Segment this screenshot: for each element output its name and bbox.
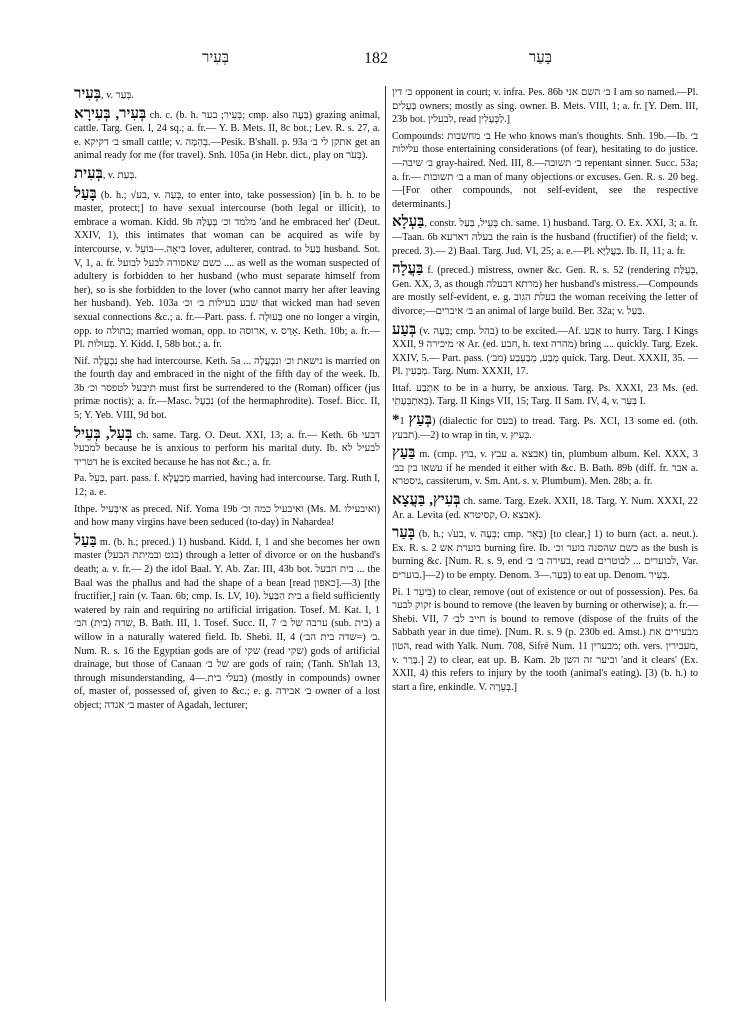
entry-text: (b. h.; √בע, v. בְּעַה, to enter into, take possession) [in b. h. to be master, protect;] to have sexual intercourse (both legal or illicit), to embrace a woman. Kidd. 9b מלמד וכ׳ בְּעָלָהּ 'and he embraced her' (Deut. XXIV, 1), this intimates that woman can be acquired as wife by intercourse, v. בִּיאָה.—בּוֹעֵל lover, adulterer, contrad. to בַּעַל husband. Sot. V, 1, a. fr. כשם שאסורה לבעל לבועל .... as well as the woman suspected of adultery is forbidden to her husband (who must separate himself from her), so is she forbidden to the lover (who cannot marry her after leaving her husband). Yeb. 103a שבע בעילות ב׳ וכ׳ that wicked man had seven sexual connections &c.; a. fr.—Part. pass. f. בְּעוּלָה one no longer a virgin, opp. to בתולה; married woman, opp. to ארוסה, v. אָרַס. Keth. 10b; a. fr.—Pl. בְּעוּלוֹת. Y. Kidd. I, 58b bot.; a. fr.	[74, 189, 380, 351]
entry-text: 1) (dialectic for בעס) to tread. Targ. Ps. XCI, 13 some ed. (oth. תבעץ).—2) to wrap in tin, v. בְּעִיץ.	[392, 416, 698, 441]
entry-headword: בְּעִית	[74, 165, 103, 182]
entry-text: ב׳ דין opponent in court; v. infra. Pes. 86b ב׳ השם אני I am so named.—Pl. בְּעָלִים owners; mostly as sing. owner. B. Mets. VIII, 1; a. fr. [Y. Dem. III, 23b bot. לבעלין, read לַבְּעָלִין.]	[392, 87, 698, 126]
entry-text: Pi. בִּיעֵר 1) to clear, remove (out of existence or out of possession). Pes. 6a זקוק לבער is bound to remove (the leaven by burning or otherwise); a. fr.—Shebi. VII, 7 חייב לב׳ is bound to remove (dispose of the fruits of the Sabbath year in due time). [Num. R. s. 9 (p. 230b ed. Amst.) מבעירים את הטון, read with Yalk. Num. 708, Sifré Num. 11 מבערין; oth. vers. מעבירין, v. בָּרַר.] 2) to clear, eat up. B. Kam. 2b וביער זה השן 'and it clears' (Ex. XXII, 4) this refers to injury by the tooth (animal's eating). [3) (b. h.) to start a fire, enkindle. V. בְּעֵרָה.]	[392, 586, 698, 693]
entry-subsection	[74, 503, 380, 530]
entry-continuation	[392, 86, 698, 127]
dictionary-entry	[74, 533, 380, 713]
entry-headword: בַּעַץ	[392, 445, 416, 462]
header-left-guideword: בְּעִיר	[202, 50, 230, 66]
column-divider	[385, 86, 386, 1001]
entry-text: f. (preced.) mistress, owner &c. Gen. R. s. 52 (rendering בְּעֻלַּת, Gen. XX, 3, as though מרתא דבעלה) her husband's mistress.—Compounds are mostly self-evident, e. g. בעלת הגוב the woman receiving the letter of divorce;—ב׳ איברים an animal of large build. Ber. 32a; v. בַּעַל.	[392, 265, 698, 317]
entry-headword: בְּעִיץ, בַּעֲצָא	[392, 492, 461, 509]
dictionary-entry	[74, 186, 380, 352]
entry-text: (b. h.; √בע, v. בְּעָה; cmp. בְּאֵר) [to clear,] 1) to burn (act. a. neut.). Ex. R. s. 2 בוערת אש burning fire. Ib. כשם שהסנה בוער וכ׳ as the bush is burning &c. [Num. R. s. 9, end בעירה ב׳ ב׳, read לבוערים ... לבוטרים, Var. בוערים.]—2) to be empty. Denom. בְּעַר.—3) to eat up. Denom. בְּעִיר.	[392, 529, 698, 581]
entry-headword: בְּעִיר	[74, 86, 102, 102]
entry-text: Compounds: ב׳ מחשבות He who knows man's thoughts. Snh. 19b.—Ib. ב׳ עלילות those entertaining considerations (of fear), hesitating to do justice.—ב׳ שיבה gray-haired. Ned. III, 8.—ב׳ תשובה repentant sinner. Succ. 53a; a. fr.— ב׳ תשובות a man of many objections or excuses. Gen. R. s. 20 beg.—[For other compounds, not self-evident, see the respective determinants.]	[392, 130, 698, 210]
dictionary-entry	[392, 445, 698, 489]
entry-text: Pa. בַּעֵל, part. pass. f. מְבַעֲלָא married, having had intercourse. Targ. Ruth I, 12; a. e.	[74, 473, 380, 499]
right-column	[392, 86, 698, 1001]
header-right-guideword: בָּעַר	[528, 50, 552, 66]
dictionary-entry	[74, 106, 380, 163]
entry-text: (v. בְּעָה; cmp. בהל) to be excited.—Af. אַבַע to hurry. Targ. I Kings XXII, 9 א׳ מיכירה Ar. (ed. חבע, h. text מהרה) bring .... quickly. Targ. Ezek. XXIV, 5.— Part. pass. מְבַע, מְבַעְבַע (מב׳) quick. Targ. Deut. XXXII, 35. —Pl. מְבַעִין. Targ. Num. XXXII, 17.	[392, 325, 698, 378]
dictionary-entry	[392, 322, 698, 379]
entry-text: ch. same. Targ. Ezek. XXII, 18. Targ. Y. Num. XXXI, 22 Ar. a. Levita (ed. קסיטרא, O. אבצא).	[392, 496, 698, 521]
dictionary-entry	[392, 525, 698, 582]
entry-subsection	[392, 130, 698, 212]
entry-text: m. (cmp. בוץ, v. עבץ a. אבצא) tin, plumbum album. Kel. XXX, 3 עשאו בין בב׳ if he mended it either with &c. B. Bath. 89b (diff. fr. אבר a. גיסטרא, cassiterum, v. Sm. Ant. s. v. Plumbum). Men. 28b; a. fr.	[392, 449, 698, 488]
dictionary-entry	[74, 86, 380, 103]
entry-text: m. (b. h.; preced.) 1) husband. Kidd. I, 1 and she becomes her own master (בגט ובמיתת הבעל) through a letter of divorce or on the husband's death; a. v. fr.— 2) the idol Baal. Y. Ab. Zar. III, 43b bot. בית הבעל ... the Baal was the phallus and had the shape of a bean [read כאפון].—3) [the fructifier,] rain (v. Taan. 6b; cmp. Is. LV, 10). בית הַבַּעַל a field sufficiently watered by rain and requiring no artificial irrigation. Tosef. M. Kat. I, 1 שדה (בית) הב׳, B. Bath. III, 1. Tosef. Succ. II, 7 ערבה של ב׳ (sub. בית) a willow in a naturally watered field. Ib. Shebi. II, 4 ב׳ (=שדה בית הב׳). Num. R. s. 16 the Egyptian gods are of שקי (read שקי) gods of artificial drainage, but those of Canaan של ב׳ are gods of rain; (Tanh. Sh'lah 13, through misunderstanding, בעלי בית.—4) (mostly in compounds) owner of, master of, possessed of, given to &c.; e. g. ב׳ אבידה owner of a lost object; ב׳ אגדה master of Agadah, lecturer;	[74, 536, 380, 711]
entry-text: , v. בְּעַת.	[102, 169, 137, 181]
entry-headword: בַּעֲלָה	[392, 261, 424, 278]
entry-text: ch. c. (b. h. בְּעִיר; בער; cmp. also בְּעָה) grazing animal, cattle. Targ. Gen. I, 24 sq.; a. fr.— Y. B. Mets. II, 8c bot.; Lev. R. s. 27, a. e. ב׳ דקיקא small cattle; v. בְּהֵמָה.—Pesik. B'shall. p. 93a אתקן לי ב׳ get an animal ready for me (for travel). Snh. 105a (in Hebr. dict., play on בְּעֹר).	[74, 109, 380, 162]
dictionary-entry	[392, 412, 698, 442]
dictionary-entry	[74, 426, 380, 470]
entry-text: Ithpe. אִיבְּעִיל as preced. Nif. Yoma 19b ואיבעיל כמה וכ׳ (Ms. M. ואיבעילו) and how many virgins have been seduced (to-day) in Nahardea!	[74, 503, 380, 529]
entry-text: , constr. בְּעֵיל, בְּעַל ch. same. 1) husband. Targ. O. Ex. XXI, 3; a. fr.—Taan. 6b בעלה דארעא the rain is the husband (fructifier) of the field; v. preced. 3).— 2) Baal. Targ. Jud. VI, 25; a. e.—Pl. בַּעֲלַיָּא. Ib. II, 11; a. fr.	[392, 218, 698, 257]
page-number: 182	[364, 50, 388, 67]
entry-subsection	[74, 355, 380, 423]
entry-subsection	[392, 586, 698, 695]
entry-text: Nif. נִבְעֲלָה she had intercourse. Keth. 5a ... נישאת וכ׳ ונִבְעֲלָה is married on the fourth day and embraced in the night of the fifth day of the week. Ib. 3b תיבעל לטפסר וכ׳ must first be surrendered to the (Roman) officer (jus primæ noctis); a. fr.—Masc. נִבְעָל (of the hermaphrodite). Tosef. Bicc. II, 5; Y. Yeb. VIII, 9d bot.	[74, 355, 380, 422]
left-column	[74, 86, 380, 1001]
entry-headword: בְּעִיר, בְּעִירָא	[74, 105, 147, 122]
entry-headword: בְּעַל, בְּעֵיל	[74, 425, 133, 442]
entry-headword: בַּעַל	[74, 532, 97, 549]
dictionary-entry	[74, 166, 380, 183]
dictionary-entry	[392, 492, 698, 522]
entry-headword: בָּעַל	[74, 185, 97, 202]
entry-text: , v. בְּעַר.	[101, 90, 134, 101]
entry-headword: *בְּעַץ	[392, 412, 433, 429]
dictionary-entry	[392, 214, 698, 258]
entry-subsection	[74, 472, 380, 499]
entry-subsection	[392, 382, 698, 409]
entry-text: Ittaf. אִתְבַע to be in a hurry, be anxious. Targ. Ps. XXXI, 23 Ms. (ed. בְּאִתְבְּעָתִי). Targ. II Kings VII, 15; Targ. II Sam. IV, 4, v. בְּעַר I.	[392, 382, 698, 408]
entry-headword: בַּעְלָא	[392, 214, 425, 231]
page-header	[96, 46, 656, 72]
dictionary-entry	[392, 261, 698, 318]
entry-text: ch. same. Targ. O. Deut. XXI, 13; a. fr.— Keth. 6b דבעי למבעל because he is anxious to perform his marital duty. Ib. לבעיל לא דטריד he is excited because he has not &c.; a. fr.	[74, 429, 380, 468]
entry-headword: בְּעַע	[392, 321, 417, 338]
entry-headword: בָּעַר	[392, 525, 416, 542]
